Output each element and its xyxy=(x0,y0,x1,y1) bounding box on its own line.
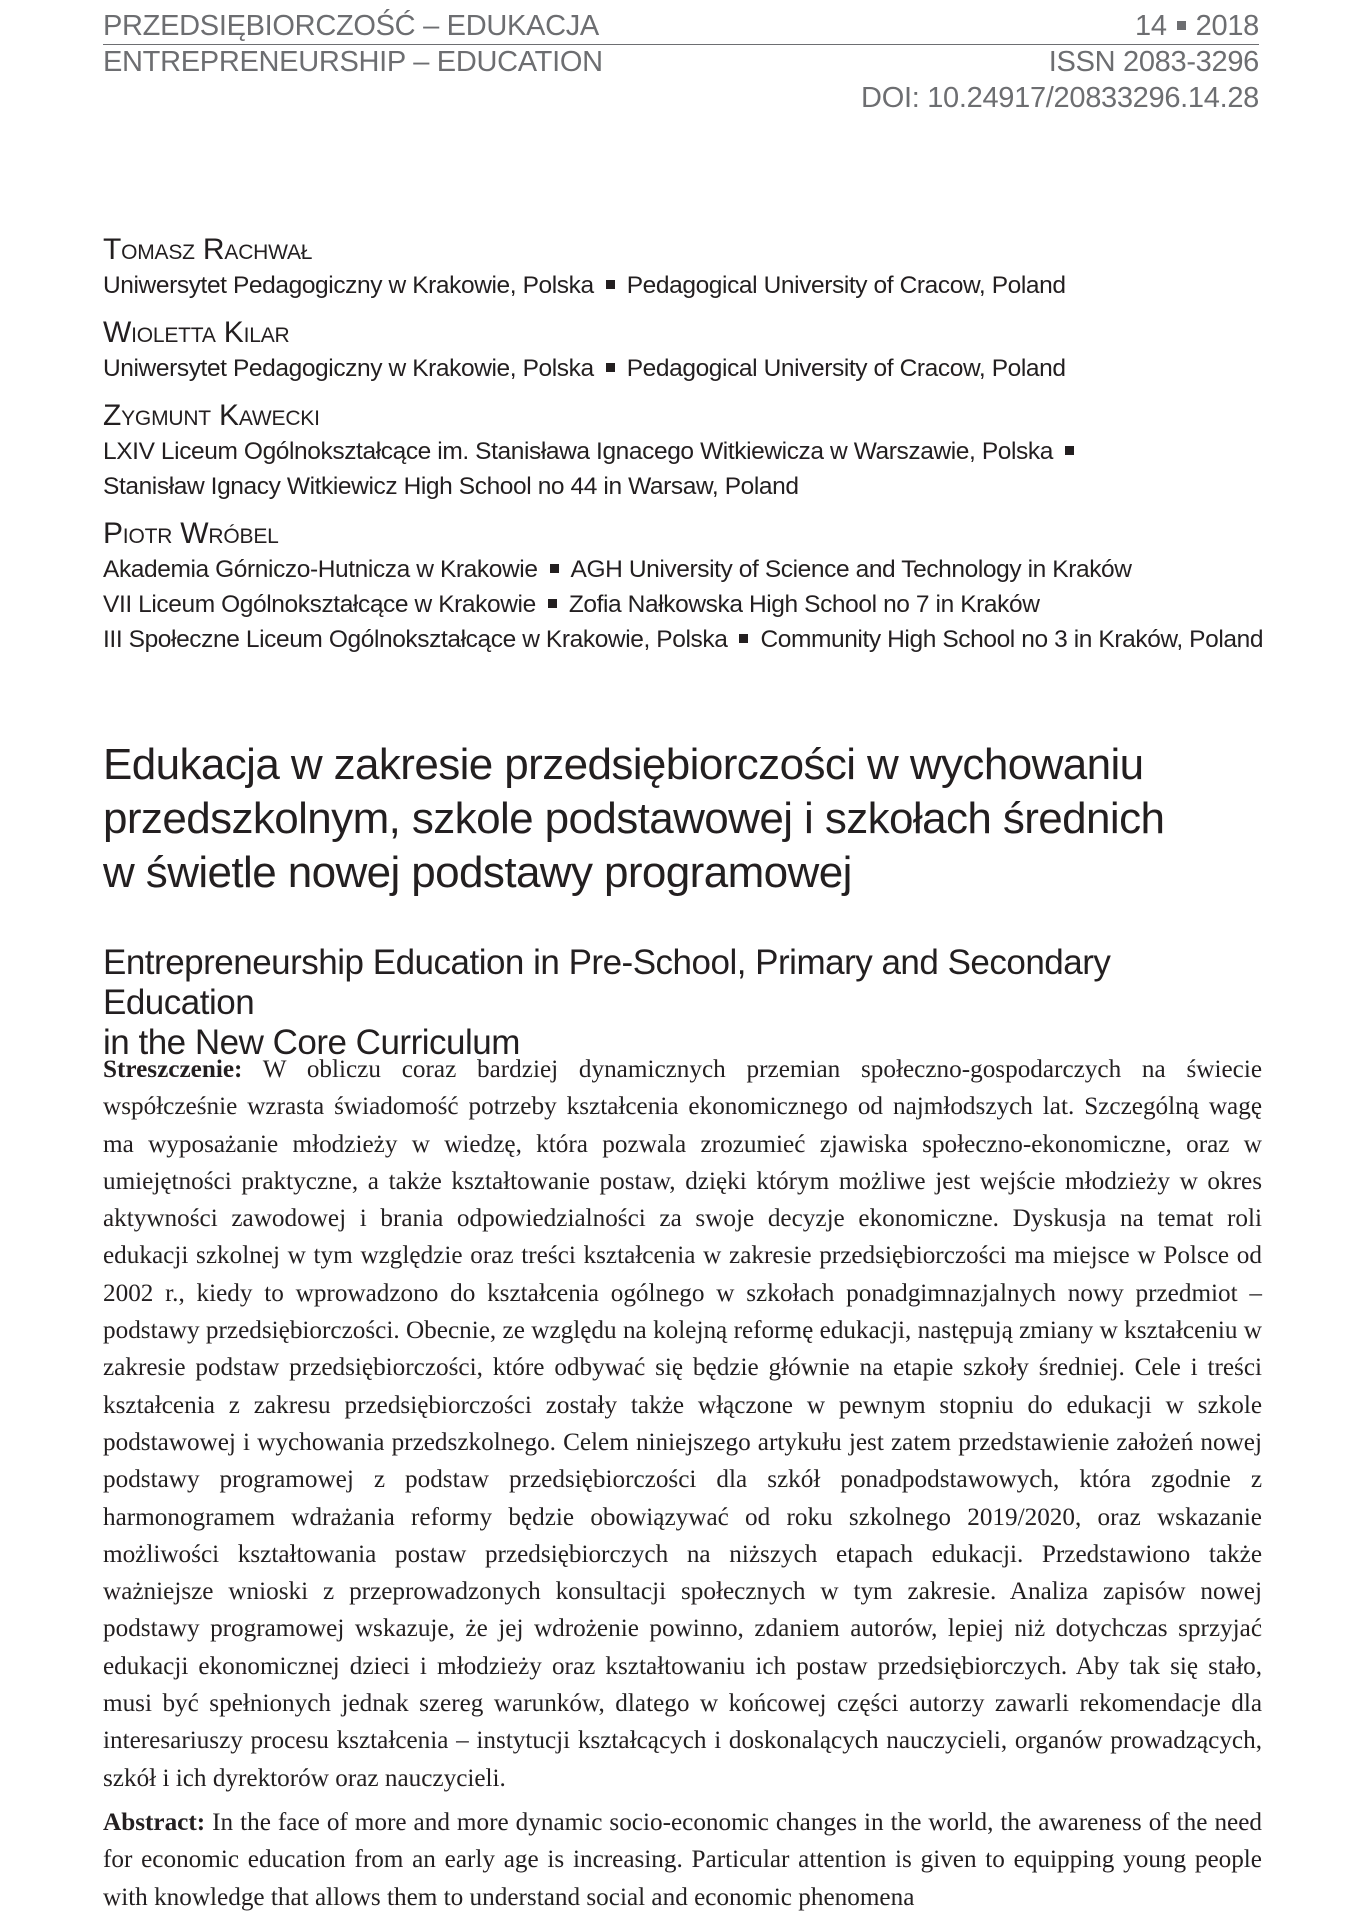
title-line: in the New Core Curriculum xyxy=(103,1023,520,1062)
author-block xyxy=(103,315,1263,386)
author-name: Piotr Wróbel xyxy=(103,517,279,550)
journal-name-pl: PRZEDSIĘBIORCZOŚĆ – EDUKACJA xyxy=(103,10,599,42)
affiliation-en: Pedagogical University of Cracow, Poland xyxy=(626,272,1066,299)
abstract-en xyxy=(103,1804,1262,1916)
affiliation-en: Community High School no 3 in Kraków, Poland xyxy=(760,626,1264,653)
square-bullet-icon xyxy=(606,363,615,372)
affiliation xyxy=(103,268,1263,303)
author-list xyxy=(103,232,1263,669)
title-line: przedszkolnym, szkole podstawowej i szkołach średnich xyxy=(103,794,1165,843)
title-line: w świetle nowej podstawy programowej xyxy=(103,848,852,897)
affiliation-en: Stanisław Ignacy Witkiewicz High School no 44 in Warsaw, Poland xyxy=(103,473,799,500)
author-block xyxy=(103,516,1263,657)
affiliation xyxy=(103,434,1263,469)
title-line: Entrepreneurship Education in Pre-School, Primary and Secondary Education xyxy=(103,943,1111,1022)
journal-meta xyxy=(861,8,1259,116)
author-name: Zygmunt Kawecki xyxy=(103,399,320,432)
abstract-pl-label: Streszczenie: xyxy=(103,1056,243,1083)
affiliation-pl: Uniwersytet Pedagogiczny w Krakowie, Polska xyxy=(103,272,594,299)
affiliation xyxy=(103,552,1263,587)
affiliation-en: Pedagogical University of Cracow, Poland xyxy=(626,355,1066,382)
issue-year-value: 2018 xyxy=(1195,10,1259,42)
affiliation xyxy=(103,469,1263,504)
author-name: Tomasz Rachwał xyxy=(103,233,313,266)
affiliation-en: AGH University of Science and Technology in Kraków xyxy=(570,556,1132,583)
abstract-pl-text: W obliczu coraz bardziej dynamicznych przemian społeczno-gospodarczych na świecie współcześnie wzrasta świadomość potrzeby kształcenia ekonomicznego od najmłodszych lat. Szczególną wagę ma wyposażanie młodzieży w wiedzę, która pozwala zrozumieć zjawiska społeczno-ekonomiczne, oraz w umiejętności praktyczne, a także kształtowanie postaw, dzięki którym możliwe jest wejście młodzieży w okres aktywności zawodowej i brania odpowiedzialności za swoje decyzje ekonomiczne. Dyskusja na temat roli edukacji szkolnej w tym względzie oraz treści kształcenia w zakresie przedsiębiorczości ma miejsce w Polsce od 2002 r., kiedy to wprowadzono do kształcenia ogólnego w szkołach ponadgimnazjalnych nowy przedmiot – podstawy przedsiębiorczości. Obecnie, ze względu na kolejną reformę edukacji, następują zmiany w kształceniu w zakresie podstaw przedsiębiorczości, które odbywać się będzie głównie na etapie szkoły średniej. Cele i treści kształcenia z zakresu przedsiębiorczości zostały także włączone w pewnym stopniu do edukacji w szkole podstawowej i wychowania przedszkolnego. Celem niniejszego artykułu jest zatem przedstawienie założeń nowej podstawy programowej z podstaw przedsiębiorczości dla szkół ponadpodstawowych, która zgodnie z harmonogramem wdrażania reformy będzie obowiązywać od roku szkolnego 2019/2020, oraz wskazanie możliwości kształtowania postaw przedsiębiorczych na niższych etapach edukacji. Przedstawiono także ważniejsze wnioski z przeprowadzonych konsultacji społecznych w tym zakresie. Analiza zapisów nowej podstawy programowej wskazuje, że jej wdrożenie powinno, zdaniem autorów, lepiej niż dotychczas sprzyjać edukacji ekonomicznej dzieci i młodzieży oraz kształtowaniu ich postaw przedsiębiorczych. Aby tak się stało, musi być spełnionych jednak szereg warunków, dlatego w końcowej części autorzy zawarli rekomendacje dla interesariuszy procesu kształcenia – instytucji kształcących i doskonalących nauczycieli, organów prowadzących, szkół i ich dyrektorów oraz nauczycieli. xyxy=(103,1056,1263,1792)
square-bullet-icon xyxy=(1177,21,1186,30)
affiliation xyxy=(103,622,1263,657)
square-bullet-icon xyxy=(1065,446,1074,455)
issue-year xyxy=(861,8,1259,44)
affiliation xyxy=(103,587,1263,622)
author-name: Wioletta Kilar xyxy=(103,316,290,349)
issn: ISSN 2083-3296 xyxy=(1048,46,1259,78)
journal-name-en: ENTREPRENEURSHIP – EDUCATION xyxy=(103,46,603,78)
affiliation-pl: Uniwersytet Pedagogiczny w Krakowie, Polska xyxy=(103,355,594,382)
article-title-en xyxy=(103,943,1263,1063)
affiliation-pl: LXIV Liceum Ogólnokształcące im. Stanisława Ignacego Witkiewicza w Warszawie, Polska xyxy=(103,438,1053,465)
square-bullet-icon xyxy=(548,599,557,608)
affiliation xyxy=(103,351,1263,386)
affiliation-pl: III Społeczne Liceum Ogólnokształcące w Krakowie, Polska xyxy=(103,626,728,653)
affiliation-en: Zofia Nałkowska High School no 7 in Kraków xyxy=(568,591,1040,618)
article-title-pl xyxy=(103,738,1263,900)
square-bullet-icon xyxy=(739,634,748,643)
square-bullet-icon xyxy=(606,280,615,289)
square-bullet-icon xyxy=(550,564,559,573)
header-rule xyxy=(103,44,1259,45)
affiliation-pl: VII Liceum Ogólnokształcące w Krakowie xyxy=(103,591,536,618)
affiliation-pl: Akademia Górniczo-Hutnicza w Krakowie xyxy=(103,556,538,583)
author-block xyxy=(103,232,1263,303)
issue-number: 14 xyxy=(1135,10,1167,42)
author-block xyxy=(103,398,1263,504)
abstract-en-text: In the face of more and more dynamic socio-economic changes in the world, the awareness of the need for economic education from an early age is increasing. Particular attention is given to equipping young people with knowledge that allows them to understand social and economic phenomena xyxy=(103,1809,1263,1911)
title-line: Edukacja w zakresie przedsiębiorczości w wychowaniu xyxy=(103,740,1144,789)
abstract-en-label: Abstract: xyxy=(103,1809,206,1836)
abstract-pl xyxy=(103,1051,1262,1797)
doi: DOI: 10.24917/20833296.14.28 xyxy=(861,82,1259,114)
